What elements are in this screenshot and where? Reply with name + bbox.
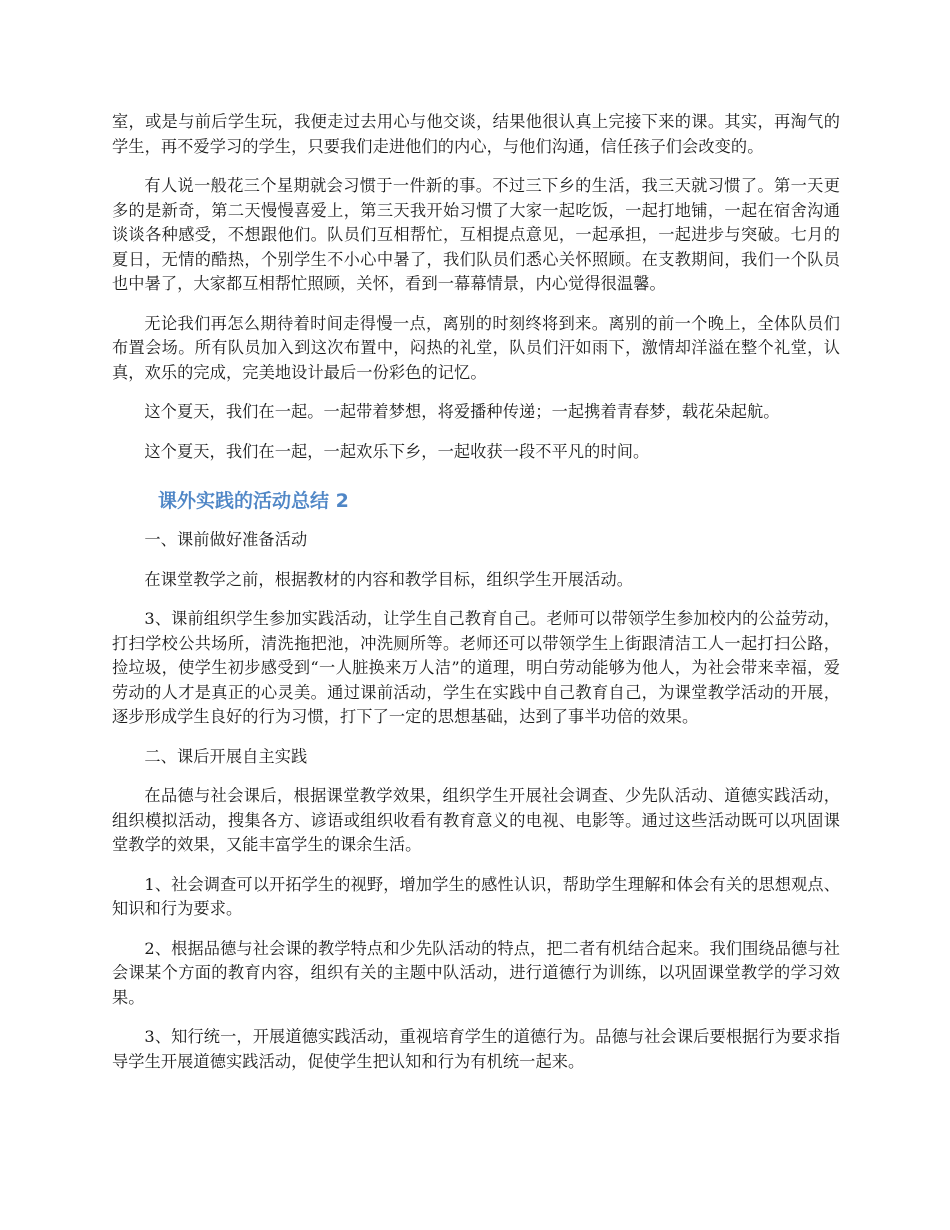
paragraph-summer-together: 这个夏天，我们在一起，一起欢乐下乡，一起收获一段不平凡的时间。 [144,441,650,461]
paragraph-before-class: 在课堂教学之前，根据教材的内容和教学目标，组织学生开展活动。 [144,569,634,589]
paragraph-pioneer-activity: 2、根据品德与社会课的教学特点和少先队活动的特点，把二者有机结合起来。我们围绕品德与社会课某个方面的教育内容，组织有关的主题中队活动，进行道德行为训练，以巩固课堂教学的学习效果。 [112,938,840,1007]
paragraph-continuation: 室，或是与前后学生玩，我便走过去用心与他交谈，结果他很认真上完接下来的课。其实，再淘气的学生，再不爱学习的学生，只要我们走进他们的内心，与他们沟通，信任孩子们会改变的。 [112,112,840,156]
paragraph-practice-activity: 3、课前组织学生参加实践活动，让学生自己教育自己。老师可以带领学生参加校内的公益劳动，打扫学校公共场所，清洗拖把池，冲洗厕所等。老师还可以带领学生上街跟清洁工人一起打扫公路，捡垃圾，使学生初步感受到“一人脏换来万人洁”的道理，明白劳动能够为他人，为社会带来幸福，爱劳动的人才是真正的心灵美。通过课前活动，学生在实践中自己教育自己，为课堂教学活动的开展，逐步形成学生良好的行为习惯，打下了一定的思想基础，达到了事半功倍的效果。 [112,609,840,726]
paragraph-after-class: 在品德与社会课后，根据课堂教学效果，组织学生开展社会调查、少先队活动、道德实践活动，组织模拟活动，搜集各方、谚语或组织收看有教育意义的电视、电影等。通过这些活动既可以巩固课堂教学的效果，又能丰富学生的课余生活。 [112,786,840,854]
subheading-after-class: 二、课后开展自主实践 [144,746,308,766]
section-heading: 课外实践的活动总结 2 [158,490,349,512]
paragraph-habit: 有人说一般花三个星期就会习惯于一件新的事。不过三下乡的生活，我三天就习惯了。第一天更多的是新奇，第二天慢慢喜爱上，第三天我开始习惯了大家一起吃饭，一起打地铺，一起在宿舍沟通谈谈各种感受，不想跟他们。队员们互相帮忙，互相提点意见，一起承担，一起进步与突破。七月的夏日，无情的酷热，个别学生不小心中暑了，我们队员们悉心关怀照顾。在支教期间，我们一个队员也中暑了，大家都互相帮忙照顾，关怀，看到一幕幕情景，内心觉得很温馨。 [112,176,840,293]
paragraph-moral-practice: 3、知行统一，开展道德实践活动，重视培育学生的道德行为。品德与社会课后要根据行为要求指导学生开展道德实践活动，促使学生把认知和行为有机统一起来。 [112,1027,840,1071]
document-page [112,110,840,1089]
paragraph-summer-dream: 这个夏天，我们在一起。一起带着梦想，将爱播种传递；一起携着青春梦，载花朵起航。 [144,402,780,421]
paragraph-social-survey: 1、社会调查可以开拓学生的视野，增加学生的感性认识，帮助学生理解和体会有关的思想观点、知识和行为要求。 [112,874,840,918]
subheading-before-class: 一、课前做好准备活动 [144,530,308,549]
paragraph-farewell: 无论我们再怎么期待着时间走得慢一点，离别的时刻终将到来。离别的前一个晚上，全体队员们布置会场。所有队员加入到这次布置中，闷热的礼堂，队员们汗如雨下，激情却洋溢在整个礼堂，认真，欢乐的完成，完美地设计最后一份彩色的记忆。 [112,313,840,382]
